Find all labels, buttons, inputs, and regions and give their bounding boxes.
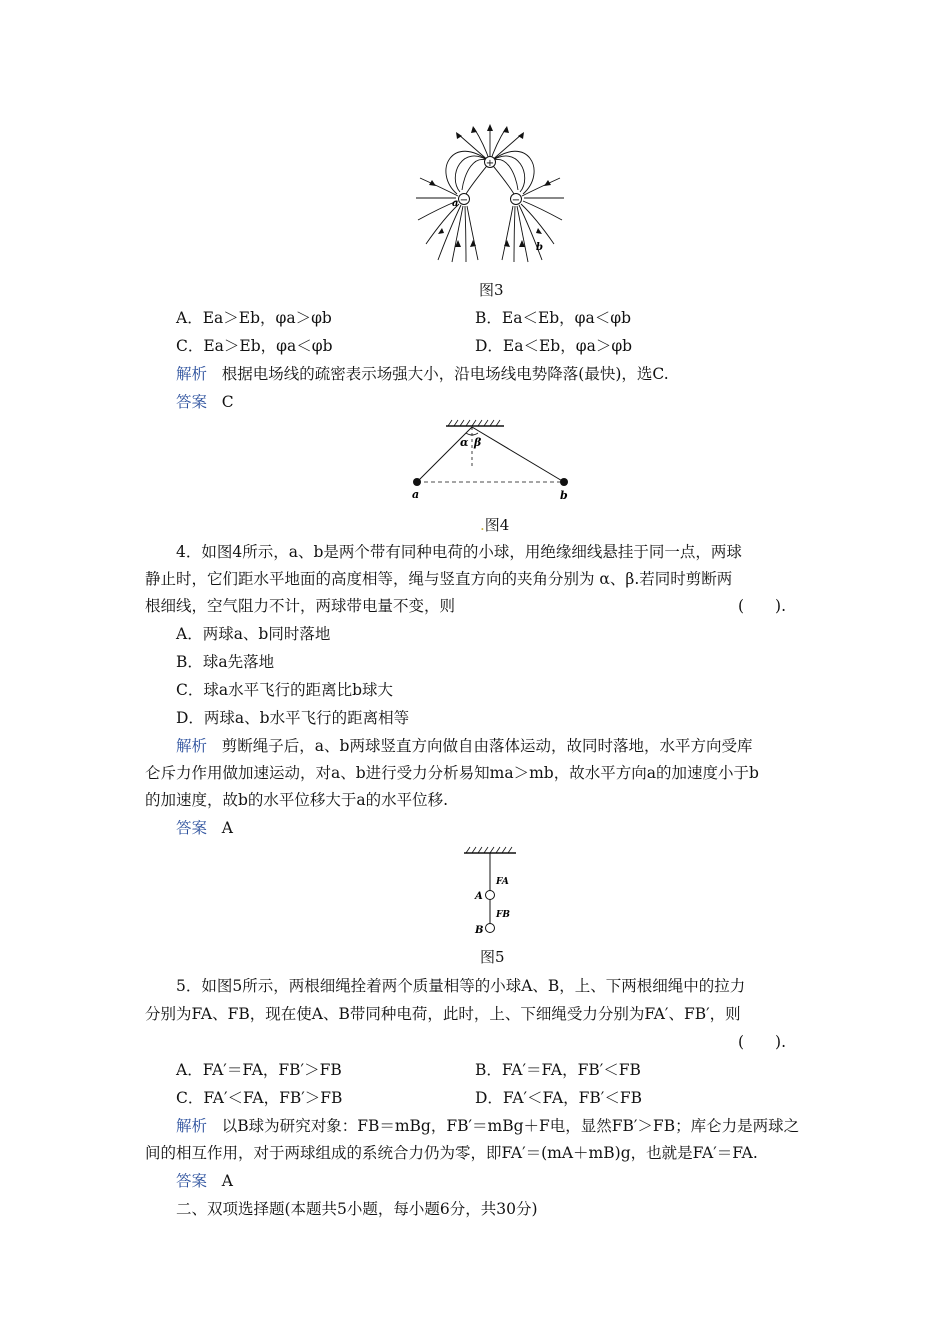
ball-b-label: b <box>560 489 568 502</box>
figure-4-caption: .图4 <box>480 516 510 534</box>
ball-a-label: a <box>412 488 420 501</box>
plus-charge-label: + <box>485 158 495 169</box>
analysis-text: 根据电场线的疏密表示场强大小，沿电场线电势降落(最快)，选C. <box>221 365 669 383</box>
answer-text: C <box>221 393 234 411</box>
figure-5-caption: 图5 <box>480 948 505 966</box>
answer-tag: 答案 <box>176 393 208 411</box>
q5-option-b: B．FA′＝FA，FB′＜FB <box>475 1061 641 1079</box>
answer-text: A <box>221 1172 233 1190</box>
minus-charge-label-right: − <box>511 195 521 206</box>
q5-analysis-line-2: 间的相互作用，对于两球组成的系统合力仍为零，即FA′＝(mA＋mB)g，也就是FA′＝FA. <box>145 1144 758 1162</box>
figure-3-caption: 图3 <box>479 281 504 299</box>
answer-tag: 答案 <box>176 819 208 837</box>
q5-option-c: C．FA′＜FA，FB′＞FB <box>176 1089 343 1107</box>
q4-option-c: C．球a水平飞行的距离比b球大 <box>176 681 394 699</box>
minus-charge-label-left: − <box>459 195 469 206</box>
q5-stem-line-2: 分别为FA、FB，现在使A、B带同种电荷，此时，上、下细绳受力分别为FA′、FB′，则 <box>145 1005 741 1023</box>
q5-analysis-line-1: 解析 以B球为研究对象：FB＝mBg，FB′＝mBg＋F电，显然FB′＞FB；库仑力是两球之 <box>176 1117 800 1135</box>
force-fb-label: FB <box>496 910 510 920</box>
q5-answer-bracket: ( ). <box>738 1033 787 1051</box>
analysis-tag: 解析 <box>176 1117 208 1135</box>
force-fa-label: FA <box>496 877 509 887</box>
q3-answer <box>176 390 234 412</box>
q4-analysis-line-3: 的加速度，故b的水平位移大于a的水平位移. <box>145 791 449 809</box>
q3-option-d: D．Ea＜Eb，φa＞φb <box>475 337 633 355</box>
q4-answer-bracket: ( ). <box>738 597 787 615</box>
answer-text: A <box>221 819 233 837</box>
q4-option-b: B．球a先落地 <box>176 653 275 671</box>
point-a-label: a <box>452 198 459 209</box>
q4-answer <box>176 816 233 838</box>
figure-3-field-lines <box>412 122 568 264</box>
q3-option-c: C．Ea＞Eb，φa＜φb <box>176 337 333 355</box>
q4-stem-line-1: 4．如图4所示，a、b是两个带有同种电荷的小球，用绝缘细线悬挂于同一点，两球 <box>176 543 742 561</box>
q5-option-a: A．FA′＝FA，FB′＞FB <box>176 1061 342 1079</box>
q4-option-a: A．两球a、b同时落地 <box>176 625 331 643</box>
q4-stem-line-2: 静止时，它们距水平地面的高度相等，绳与竖直方向的夹角分别为 α、β.若同时剪断两 <box>145 570 733 588</box>
ball-B-label: B <box>475 925 484 936</box>
q3-option-a: A．Ea＞Eb，φa＞φb <box>176 309 332 327</box>
ball-A-label: A <box>475 891 483 902</box>
q4-analysis-line-1: 解析 剪断绳子后，a、b两球竖直方向做自由落体运动，故同时落地，水平方向受库 <box>176 737 753 755</box>
q4-option-d: D．两球a、b水平飞行的距离相等 <box>176 709 410 727</box>
q3-option-b: B．Ea＜Eb，φa＜φb <box>475 309 632 327</box>
q4-stem-line-3: 根细线，空气阻力不计，两球带电量不变，则 <box>145 597 456 615</box>
analysis-tag: 解析 <box>176 737 208 755</box>
answer-tag: 答案 <box>176 1172 208 1190</box>
q5-option-d: D．FA′＜FA，FB′＜FB <box>475 1089 642 1107</box>
analysis-tag: 解析 <box>176 365 208 383</box>
q5-answer <box>176 1169 233 1191</box>
q4-analysis-line-2: 仑斥力作用做加速运动，对a、b进行受力分析易知ma＞mb，故水平方向a的加速度小于b <box>145 764 759 782</box>
figure-5-two-balls-strings <box>460 844 520 940</box>
angle-alpha-label: α <box>460 436 469 449</box>
section-2-heading: 二、双项选择题(本题共5小题，每小题6分，共30分) <box>176 1200 538 1218</box>
q3-analysis <box>176 362 669 384</box>
q5-stem-line-1: 5．如图5所示，两根细绳拴着两个质量相等的小球A、B，上、下两根细绳中的拉力 <box>176 977 746 995</box>
angle-beta-label: β <box>474 436 482 449</box>
point-b-label: b <box>536 242 543 253</box>
figure-4-hanging-balls <box>408 418 576 504</box>
